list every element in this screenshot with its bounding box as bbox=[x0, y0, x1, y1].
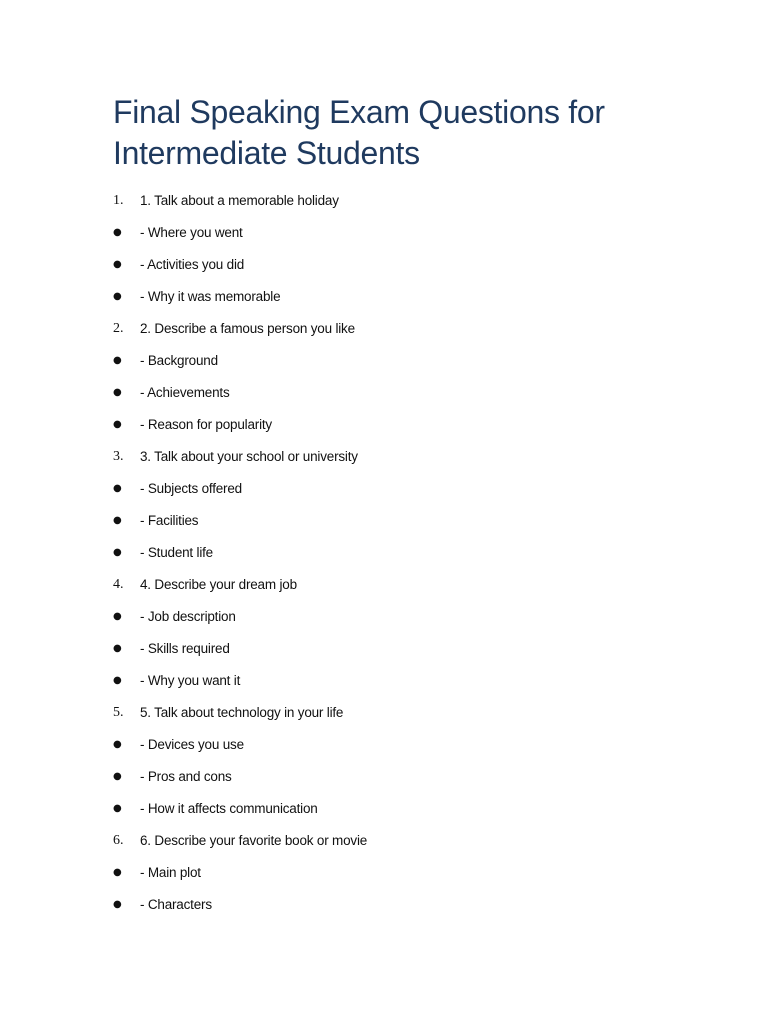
subpoint-text: - Facilities bbox=[140, 513, 199, 528]
list-number: 2. bbox=[113, 321, 124, 336]
list-item bbox=[0, 250, 768, 282]
subpoint-text: - Why you want it bbox=[140, 673, 241, 688]
list-item bbox=[0, 762, 768, 794]
bullet-icon: ● bbox=[113, 419, 122, 430]
bullet-icon: ● bbox=[113, 515, 122, 526]
subpoint-text: - Subjects offered bbox=[140, 481, 242, 496]
bullet-icon: ● bbox=[113, 355, 122, 366]
list-item bbox=[0, 506, 768, 538]
list-number: 6. bbox=[113, 833, 124, 848]
list-number: 1. bbox=[113, 193, 124, 208]
list-item bbox=[0, 634, 768, 666]
list-item bbox=[0, 858, 768, 890]
list-item bbox=[0, 890, 768, 922]
question-text: 5. Talk about technology in your life bbox=[140, 705, 344, 720]
bullet-icon: ● bbox=[113, 483, 122, 494]
bullet-icon: ● bbox=[113, 867, 122, 878]
list-item bbox=[0, 474, 768, 506]
list-item bbox=[0, 282, 768, 314]
list-item bbox=[0, 730, 768, 762]
bullet-icon: ● bbox=[113, 291, 122, 302]
bullet-icon: ● bbox=[113, 547, 122, 558]
subpoint-text: - Activities you did bbox=[140, 257, 245, 272]
page-title: Final Speaking Exam Questions for Intermediate Students bbox=[113, 94, 605, 171]
question-text: 1. Talk about a memorable holiday bbox=[140, 193, 339, 208]
list-item bbox=[0, 538, 768, 570]
subpoint-text: - Skills required bbox=[140, 641, 230, 656]
list-item bbox=[0, 666, 768, 698]
list-item bbox=[0, 442, 768, 474]
list-item bbox=[0, 218, 768, 250]
bullet-icon: ● bbox=[113, 259, 122, 270]
question-text: 2. Describe a famous person you like bbox=[140, 321, 355, 336]
subpoint-text: - Achievements bbox=[140, 385, 230, 400]
list-number: 4. bbox=[113, 577, 124, 592]
list-item bbox=[0, 826, 768, 858]
list-item bbox=[0, 410, 768, 442]
bullet-icon: ● bbox=[113, 611, 122, 622]
list-item bbox=[0, 602, 768, 634]
bullet-icon: ● bbox=[113, 771, 122, 782]
bullet-icon: ● bbox=[113, 643, 122, 654]
bullet-icon: ● bbox=[113, 227, 122, 238]
list-item bbox=[0, 186, 768, 218]
subpoint-text: - Pros and cons bbox=[140, 769, 232, 784]
subpoint-text: - Main plot bbox=[140, 865, 201, 880]
subpoint-text: - Devices you use bbox=[140, 737, 244, 752]
list-item bbox=[0, 794, 768, 826]
list-item bbox=[0, 346, 768, 378]
subpoint-text: - Why it was memorable bbox=[140, 289, 281, 304]
subpoint-text: - Background bbox=[140, 353, 218, 368]
list-number: 5. bbox=[113, 705, 124, 720]
subpoint-text: - Where you went bbox=[140, 225, 243, 240]
bullet-icon: ● bbox=[113, 675, 122, 686]
bullet-icon: ● bbox=[113, 739, 122, 750]
bullet-icon: ● bbox=[113, 803, 122, 814]
question-list bbox=[0, 186, 768, 922]
list-item bbox=[0, 378, 768, 410]
subpoint-text: - Reason for popularity bbox=[140, 417, 272, 432]
subpoint-text: - Student life bbox=[140, 545, 213, 560]
subpoint-text: - How it affects communication bbox=[140, 801, 318, 816]
subpoint-text: - Job description bbox=[140, 609, 236, 624]
bullet-icon: ● bbox=[113, 387, 122, 398]
bullet-icon: ● bbox=[113, 899, 122, 910]
subpoint-text: - Characters bbox=[140, 897, 212, 912]
list-item bbox=[0, 698, 768, 730]
list-item bbox=[0, 314, 768, 346]
list-number: 3. bbox=[113, 449, 124, 464]
question-text: 6. Describe your favorite book or movie bbox=[140, 833, 368, 848]
question-text: 3. Talk about your school or university bbox=[140, 449, 358, 464]
list-item bbox=[0, 570, 768, 602]
question-text: 4. Describe your dream job bbox=[140, 577, 297, 592]
